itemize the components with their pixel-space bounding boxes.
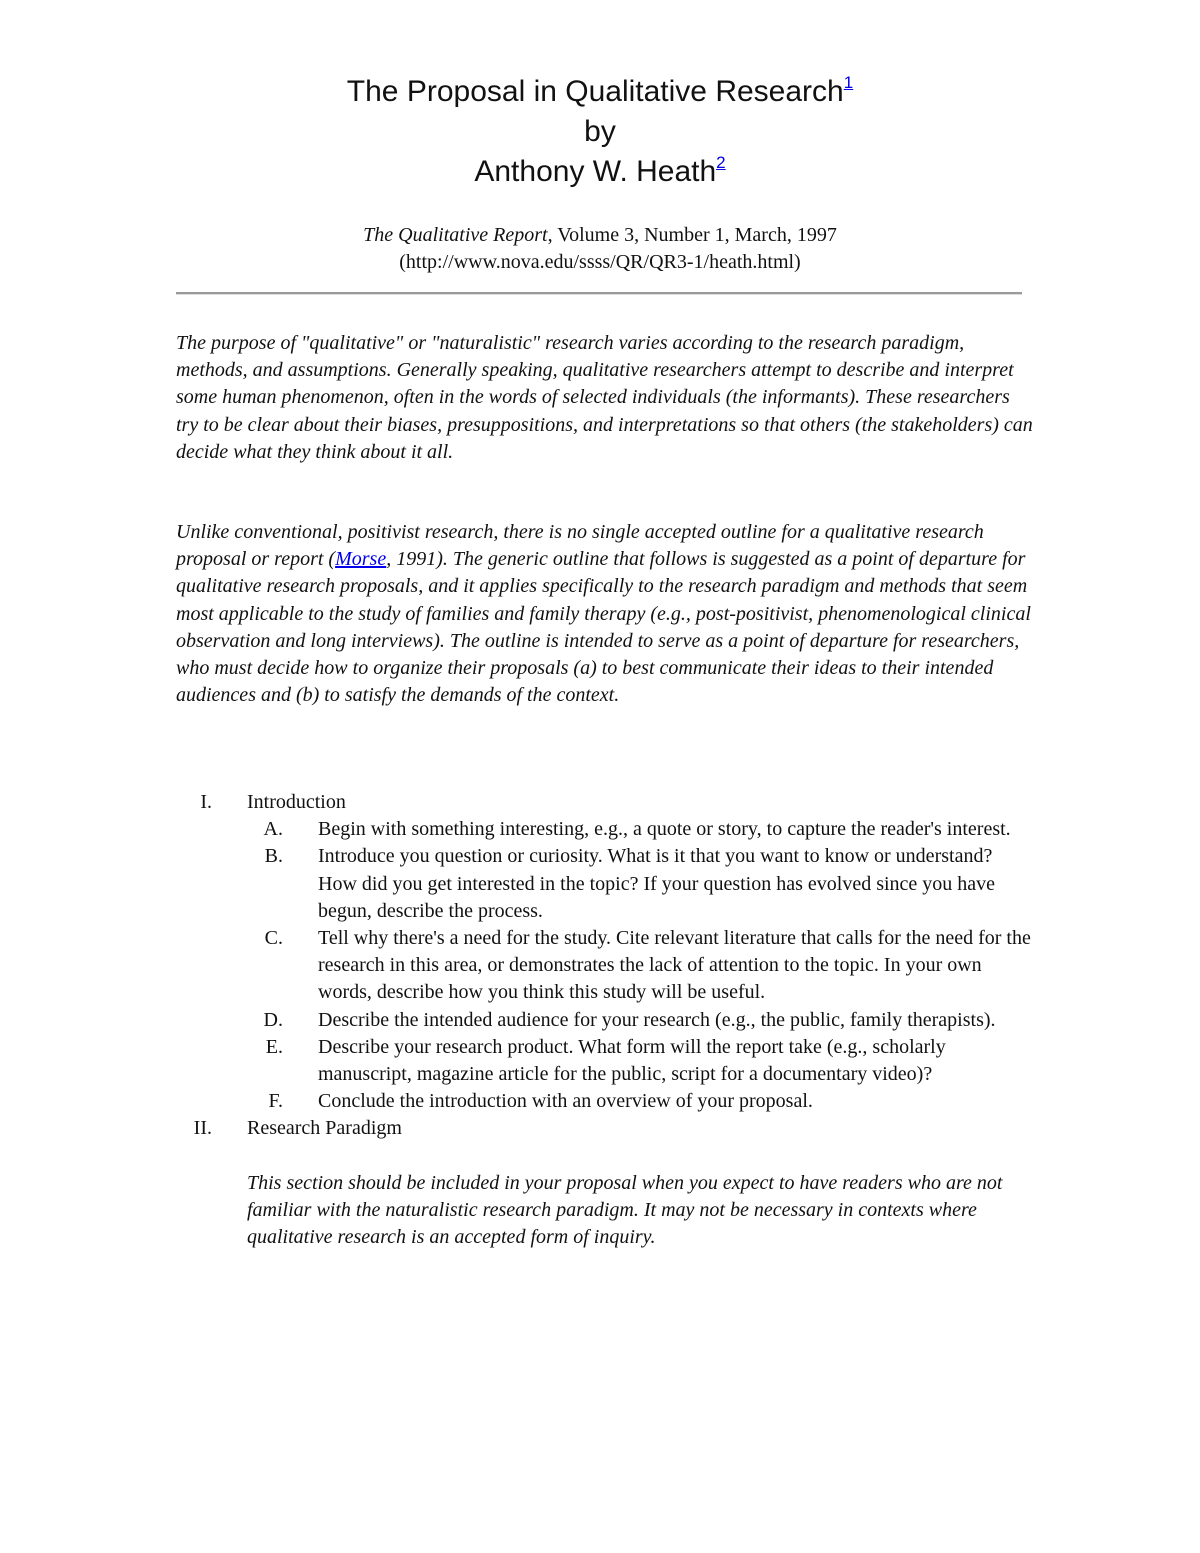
item-letter: F. xyxy=(268,1090,283,1113)
paragraph-2-text-end: , 1991). The generic outline that follows is suggested as a point of departure for qualitative research proposals, and it applies specifically to the research paradigm and methods that seem most applicable to the study of families and family therapy (e.g., post-positivist, phenomenological clinical observation and long interviews). The outline is intended to serve as a point of departure for researchers, who must decide how to organize their proposals (a) to best communicate their ideas to their intended audiences and (b) to satisfy the demands of the context. xyxy=(176,548,1031,707)
section-note: This section should be included in your proposal when you expect to have readers who are not familiar with the naturalistic research paradigm. It may not be necessary in contexts where qualitative research is an accepted form of inquiry. xyxy=(247,1171,1003,1249)
outline-item xyxy=(176,1034,1036,1088)
outline-section-introduction xyxy=(176,789,1036,816)
intro-paragraph-1: The purpose of "qualitative" or "naturalistic" research varies according to the research paradigm, methods, and assumptions. Generally speaking, qualitative researchers attempt to describe and interpret some human phenomenon, often in the words of selected individuals (the informants). These researchers try to be clear about their biases, presuppositions, and interpretations so that others (the stakeholders) can decide what they think about it all. xyxy=(176,332,1033,463)
item-text: Tell why there's a need for the study. Cite relevant literature that calls for the need for the research in this area, or demonstrates the lack of attention to the topic. In your own words, describe how you think this study will be useful. xyxy=(318,927,1031,1004)
by-line: by xyxy=(584,115,616,148)
journal-name: The Qualitative Report xyxy=(363,224,548,246)
item-letter: B. xyxy=(264,845,283,868)
item-letter: D. xyxy=(263,1008,283,1031)
title-line xyxy=(0,72,1200,112)
item-letter: C. xyxy=(264,927,283,950)
author-name: Anthony W. Heath xyxy=(474,155,717,188)
footnote-link-1[interactable]: 1 xyxy=(843,73,854,92)
item-text: Conclude the introduction with an overview of your proposal. xyxy=(318,1090,813,1113)
outline-section-research-paradigm xyxy=(176,1115,1036,1142)
outline-item xyxy=(176,1007,1036,1034)
citation-line xyxy=(0,222,1200,249)
item-text: Describe the intended audience for your research (e.g., the public, family therapists). xyxy=(318,1008,996,1031)
outline-item xyxy=(176,843,1036,925)
section-numeral: II. xyxy=(193,1117,212,1140)
page-title: The Proposal in Qualitative Research xyxy=(346,75,844,108)
citation-block xyxy=(0,222,1200,276)
horizontal-rule xyxy=(176,292,1022,295)
outline-item xyxy=(176,925,1036,1007)
footnote-link-2[interactable]: 2 xyxy=(716,153,726,172)
morse-reference-link[interactable]: Morse xyxy=(335,548,387,571)
item-letter: E. xyxy=(265,1035,283,1058)
outline-item xyxy=(176,1088,1036,1115)
intro-paragraph-2 xyxy=(176,519,1036,709)
item-text: Describe your research product. What form will the report take (e.g., scholarly manuscript, magazine article for the public, script for a documentary video)? xyxy=(318,1035,946,1086)
paragraph-2-text-start: Unlike conventional, positivist research, there is no single accepted outline for a qualitative research proposal or report ( xyxy=(176,521,984,571)
section-heading: Research Paradigm xyxy=(247,1117,402,1140)
citation-url: (http://www.nova.edu/ssss/QR/QR3-1/heath.html) xyxy=(399,251,801,273)
proposal-outline xyxy=(176,789,1036,1251)
outline-item xyxy=(176,816,1036,843)
item-letter: A. xyxy=(263,818,283,841)
section-numeral: I. xyxy=(200,791,212,813)
section-heading: Introduction xyxy=(247,791,346,813)
item-text: Introduce you question or curiosity. What is it that you want to know or understand? How did you get interested in the topic? If your question has evolved since you have begun, describe the process. xyxy=(318,845,996,922)
item-text: Begin with something interesting, e.g., a quote or story, to capture the reader's interest. xyxy=(318,818,1011,841)
author-line xyxy=(0,152,1200,192)
title-block xyxy=(0,72,1200,192)
citation-details: , Volume 3, Number 1, March, 1997 xyxy=(547,224,837,246)
